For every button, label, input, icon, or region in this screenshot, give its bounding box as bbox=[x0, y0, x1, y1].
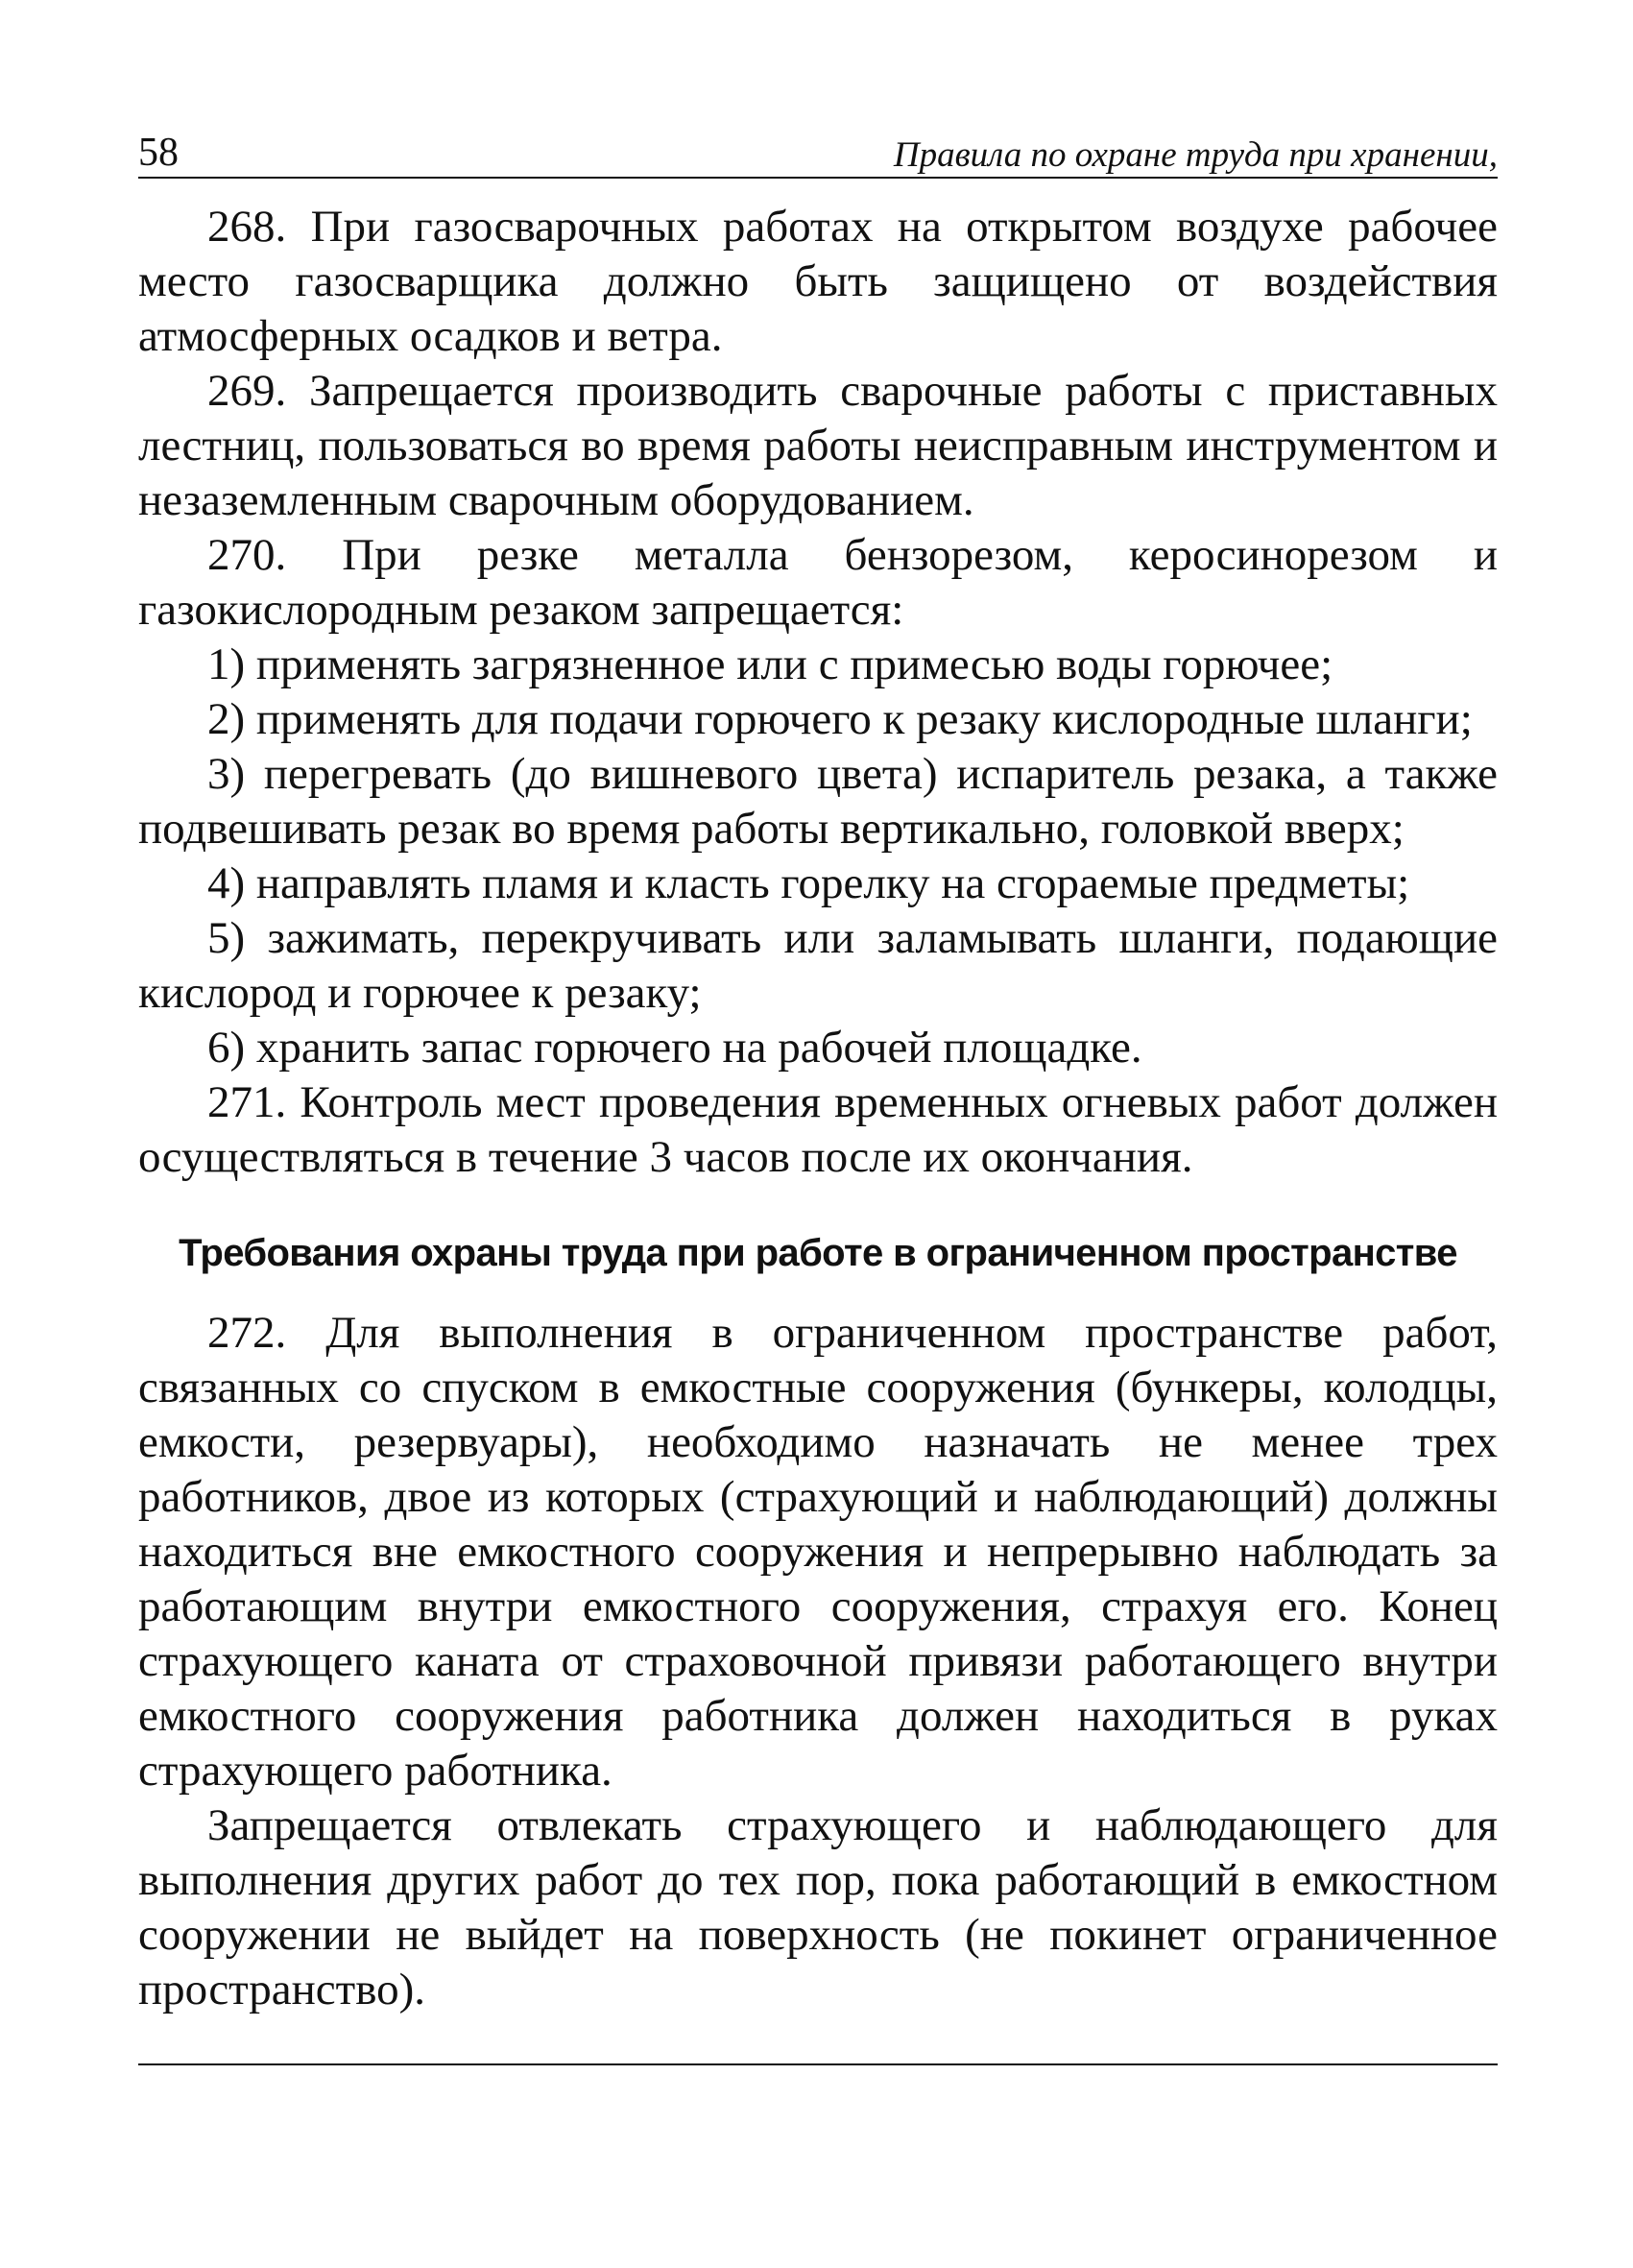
paragraph-270: 270. При резке металла бензорезом, керосинорезом и газокислородным резаком запрещается: bbox=[138, 530, 1498, 635]
paragraph-268: 268. При газосварочных работах на открытом воздухе рабочее место газосварщика должно быть защищено от воздействия атмосферных осадков и ветра. bbox=[138, 202, 1498, 361]
list-item-2: 2) применять для подачи горючего к резаку кислородные шланги; bbox=[207, 694, 1473, 744]
bottom-rule bbox=[138, 2063, 1498, 2065]
list-item-3: 3) перегревать (до вишневого цвета) испаритель резака, а также подвешивать резак во время работы вертикально, головкой вверх; bbox=[138, 749, 1498, 854]
list-item-5: 5) зажимать, перекручивать или заламывать шланги, подающие кислород и горючее к резаку; bbox=[138, 913, 1498, 1018]
document-page bbox=[138, 115, 1498, 2065]
section-heading: Требования охраны труда при работе в ограниченном пространстве bbox=[179, 1232, 1457, 1274]
paragraph-prohibition: Запрещается отвлекать страхующего и наблюдающего для выполнения других работ до тех пор, пока работающий в емкостном сооружении не выйдет на поверхность (не покинет ограниченное пространство). bbox=[138, 1800, 1498, 2015]
paragraph-271: 271. Контроль мест проведения временных огневых работ должен осуществляться в течение 3 часов после их окончания. bbox=[138, 1077, 1498, 1182]
page-number: 58 bbox=[138, 131, 179, 175]
running-title: Правила по охране труда при хранении, bbox=[893, 135, 1498, 175]
section-body bbox=[138, 1306, 1498, 2017]
paragraph-272: 272. Для выполнения в ограниченном пространстве работ, связанных со спуском в емкостные сооружения (бункеры, колодцы, емкости, резервуары), необходимо назначать не менее трех работников, двое из которых (страхующий и наблюдающий) должны находиться вне емкостного сооружения и непрерывно наблюдать за работающим внутри емкостного сооружения, страхуя его. Конец страхующего каната от страховочной привязи работающего внутри емкостного сооружения работника должен находиться в руках страхующего работника. bbox=[138, 1308, 1498, 1796]
list-item-6: 6) хранить запас горючего на рабочей площадке. bbox=[207, 1023, 1142, 1073]
running-header bbox=[138, 115, 1498, 179]
body-text bbox=[138, 200, 1498, 2065]
list-item-1: 1) применять загрязненное или с примесью воды горючее; bbox=[207, 639, 1333, 689]
list-item-4: 4) направлять пламя и класть горелку на сгораемые предметы; bbox=[207, 858, 1410, 908]
paragraph-269: 269. Запрещается производить сварочные работы с приставных лестниц, пользоваться во время работы неисправным инструментом и незаземленным сварочным оборудованием. bbox=[138, 366, 1498, 525]
